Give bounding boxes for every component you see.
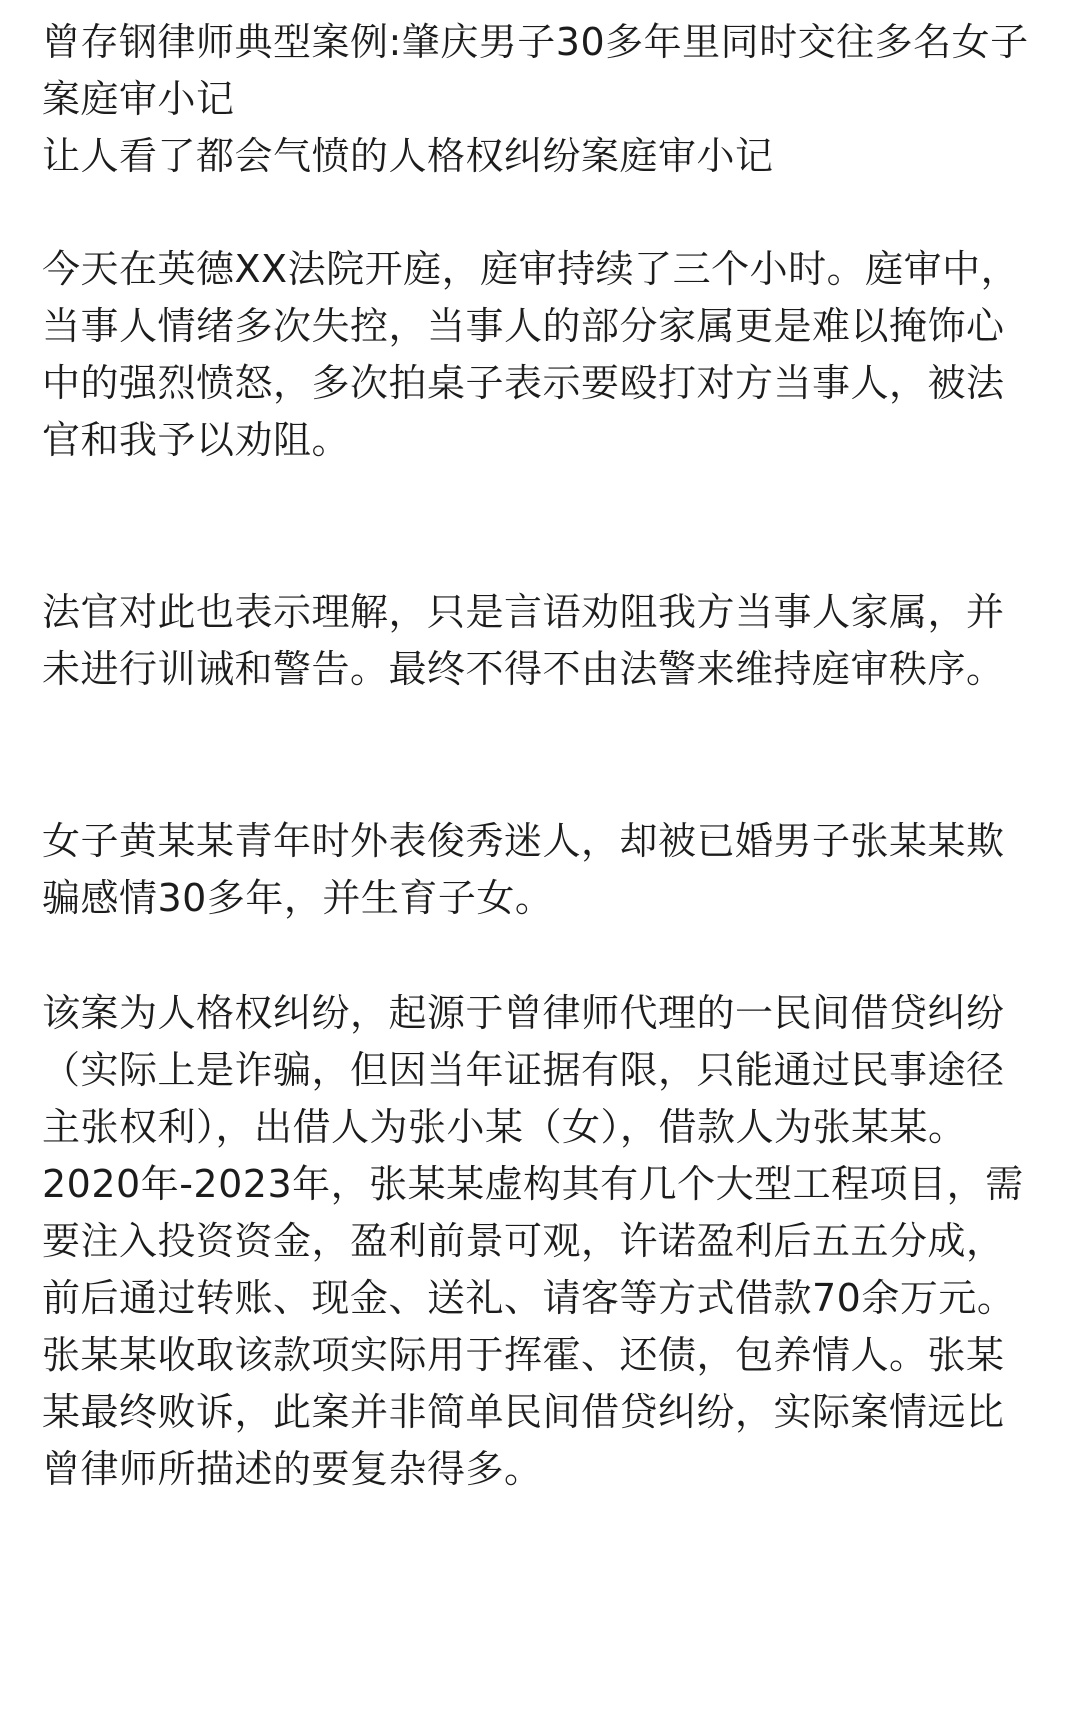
paragraph-spacer xyxy=(42,185,1042,241)
article-subtitle: 让人看了都会气愤的人格权纠纷案庭审小记 xyxy=(42,134,774,178)
paragraph-spacer xyxy=(42,469,1042,584)
paragraph-case-details: 该案为人格权纠纷，起源于曾律师代理的一民间借贷纠纷（实际上是诈骗，但因当年证据有限，只能通过民事途径主张权利），出借人为张小某（女），借款人为张某某。2020年-2023年，张某某虚构其有几个大型工程项目，需要注入投资资金，盈利前景可观，许诺盈利后五五分成，前后通过转账、现金、送礼、请客等方式借款70余万元。张某某收取该款项实际用于挥霍、还债，包养情人。张某某最终败诉，此案并非简单民间借贷纠纷，实际案情远比曾律师所描述的要复杂得多。 xyxy=(42,991,1024,1491)
paragraph-court-session: 今天在英德XX法院开庭，庭审持续了三个小时。庭审中，当事人情绪多次失控，当事人的部分家属更是难以掩饰心中的强烈愤怒，多次拍桌子表示要殴打对方当事人，被法官和我予以劝阻。 xyxy=(42,247,1020,462)
article-title: 曾存钢律师典型案例:肇庆男子30多年里同时交往多名女子案庭审小记 xyxy=(42,20,1029,121)
paragraph-spacer xyxy=(42,698,1042,813)
paragraph-victim-background: 女子黄某某青年时外表俊秀迷人，却被已婚男子张某某欺骗感情30多年，并生育子女。 xyxy=(42,819,1005,920)
paragraph-spacer xyxy=(42,927,1042,985)
paragraph-judge-response: 法官对此也表示理解，只是言语劝阻我方当事人家属，并未进行训诫和警告。最终不得不由法警来维持庭审秩序。 xyxy=(42,590,1005,691)
article-body xyxy=(42,14,1042,1498)
